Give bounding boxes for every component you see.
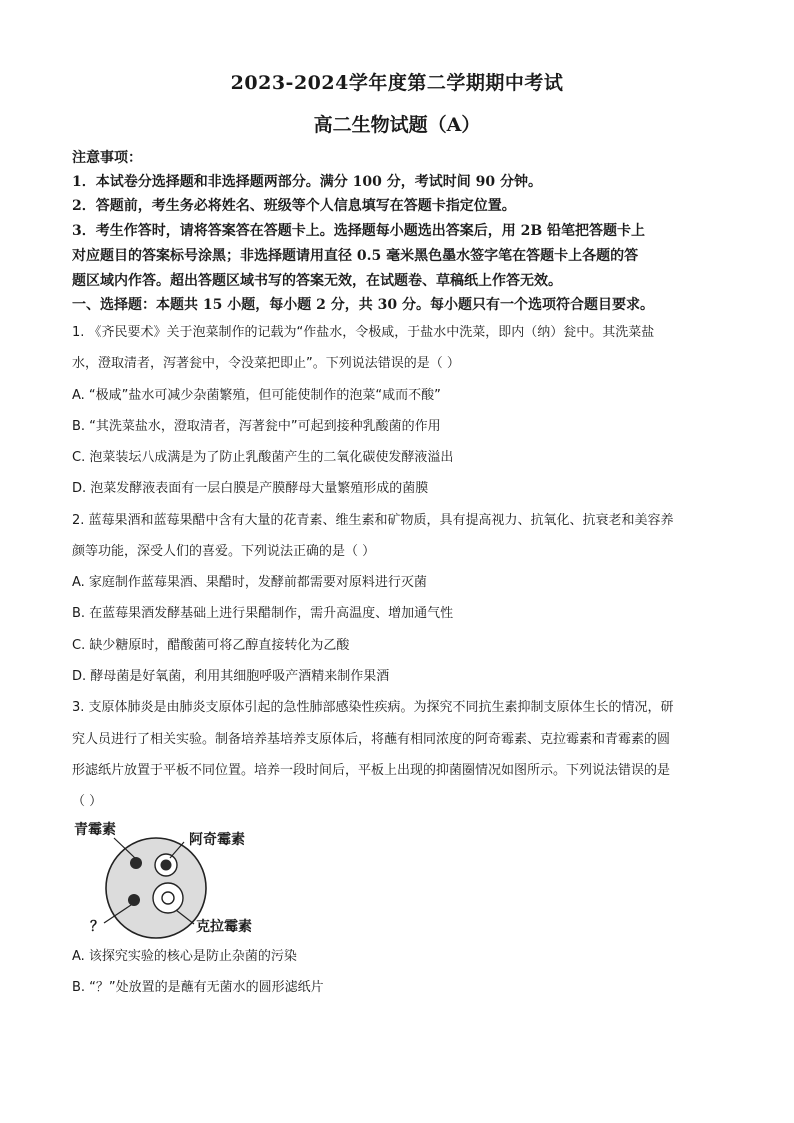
q1-stem-line: 水，澄取清者，泻著瓮中，令没菜把即止”。下列说法错误的是（ ） xyxy=(72,356,460,371)
label-penicillin: 青霉素 xyxy=(74,822,116,838)
notes-item: 对应题目的答案标号涂黑；非选择题请用直径 0.5 毫米黑色墨水签字笔在答题卡上各题的答 xyxy=(72,248,639,264)
penicillin-disc xyxy=(130,857,142,869)
q3-stem-line: （ ） xyxy=(72,794,103,809)
label-unknown: ？ xyxy=(90,919,104,935)
q1-option-a: A. “极咸”盐水可减少杂菌繁殖，但可能使制作的泡菜“咸而不酸” xyxy=(72,388,441,403)
q2-option-d: D. 酵母菌是好氧菌，利用其细胞呼吸产酒精来制作果酒 xyxy=(72,669,390,684)
q3-option-b: B. “？”处放置的是蘸有无菌水的圆形滤纸片 xyxy=(72,980,324,995)
notes-item: 题区域内作答。超出答题区域书写的答案无效，在试题卷、草稿纸上作答无效。 xyxy=(72,273,562,289)
q2-option-b: B. 在蓝莓果酒发酵基础上进行果醋制作，需升高温度、增加通气性 xyxy=(72,606,454,621)
q1-option-d: D. 泡菜发酵液表面有一层白膜是产膜酵母大量繁殖形成的菌膜 xyxy=(72,481,429,496)
q2-stem-line: 颜等功能，深受人们的喜爱。下列说法正确的是（ ） xyxy=(72,544,376,559)
petri-dish-figure xyxy=(64,818,274,940)
notes-heading: 注意事项： xyxy=(72,150,142,166)
q1-option-b: B. “其洗菜盐水，澄取清者，泻著瓮中”可起到接种乳酸菌的作用 xyxy=(72,419,441,434)
q1-option-c: C. 泡菜装坛八成满是为了防止乳酸菌产生的二氧化碳使发酵液溢出 xyxy=(72,450,454,465)
q3-stem-line: 究人员进行了相关实验。制备培养基培养支原体后，将蘸有相同浓度的阿奇霉素、克拉霉素和青霉素的圆 xyxy=(72,732,671,747)
q2-stem-line: 2. 蓝莓果酒和蓝莓果醋中含有大量的花青素、维生素和矿物质，具有提高视力、抗氧化、抗衰老和美容养 xyxy=(72,513,674,528)
azithromycin-disc xyxy=(161,860,172,871)
paper-title: 高二生物试题（A） xyxy=(313,114,481,136)
q1-stem-line: 1. 《齐民要术》关于泡菜制作的记载为“作盐水，令极咸，于盐水中洗菜，即内（纳）瓮中。其洗菜盐 xyxy=(72,325,655,340)
notes-item: 3．考生作答时，请将答案答在答题卡上。选择题每小题选出答案后，用 2B 铅笔把答题卡上 xyxy=(72,223,646,239)
notes-item: 2．答题前，考生务必将姓名、班级等个人信息填写在答题卡指定位置。 xyxy=(72,198,516,214)
q2-option-c: C. 缺少糖原时，醋酸菌可将乙醇直接转化为乙酸 xyxy=(72,638,350,653)
clarithromycin-disc xyxy=(162,892,174,904)
q3-option-a: A. 该探究实验的核心是防止杂菌的污染 xyxy=(72,949,297,964)
q3-stem-line: 3. 支原体肺炎是由肺炎支原体引起的急性肺部感染性疾病。为探究不同抗生素抑制支原体生长的情况，研 xyxy=(72,700,674,715)
unknown-disc xyxy=(128,894,140,906)
notes-item: 1．本试卷分选择题和非选择题两部分。满分 100 分，考试时间 90 分钟。 xyxy=(72,174,542,190)
section-heading: 一、选择题：本题共 15 小题，每小题 2 分，共 30 分。每小题只有一个选项符合题目要求。 xyxy=(72,297,654,313)
label-clarithromycin: 克拉霉素 xyxy=(196,919,252,935)
q3-stem-line: 形滤纸片放置于平板不同位置。培养一段时间后，平板上出现的抑菌圈情况如图所示。下列说法错误的是 xyxy=(72,763,671,778)
q2-option-a: A. 家庭制作蓝莓果酒、果醋时，发酵前都需要对原料进行灭菌 xyxy=(72,575,427,590)
exam-title: 2023-2024学年度第二学期期中考试 xyxy=(230,72,564,94)
label-azithromycin: 阿奇霉素 xyxy=(189,832,245,848)
